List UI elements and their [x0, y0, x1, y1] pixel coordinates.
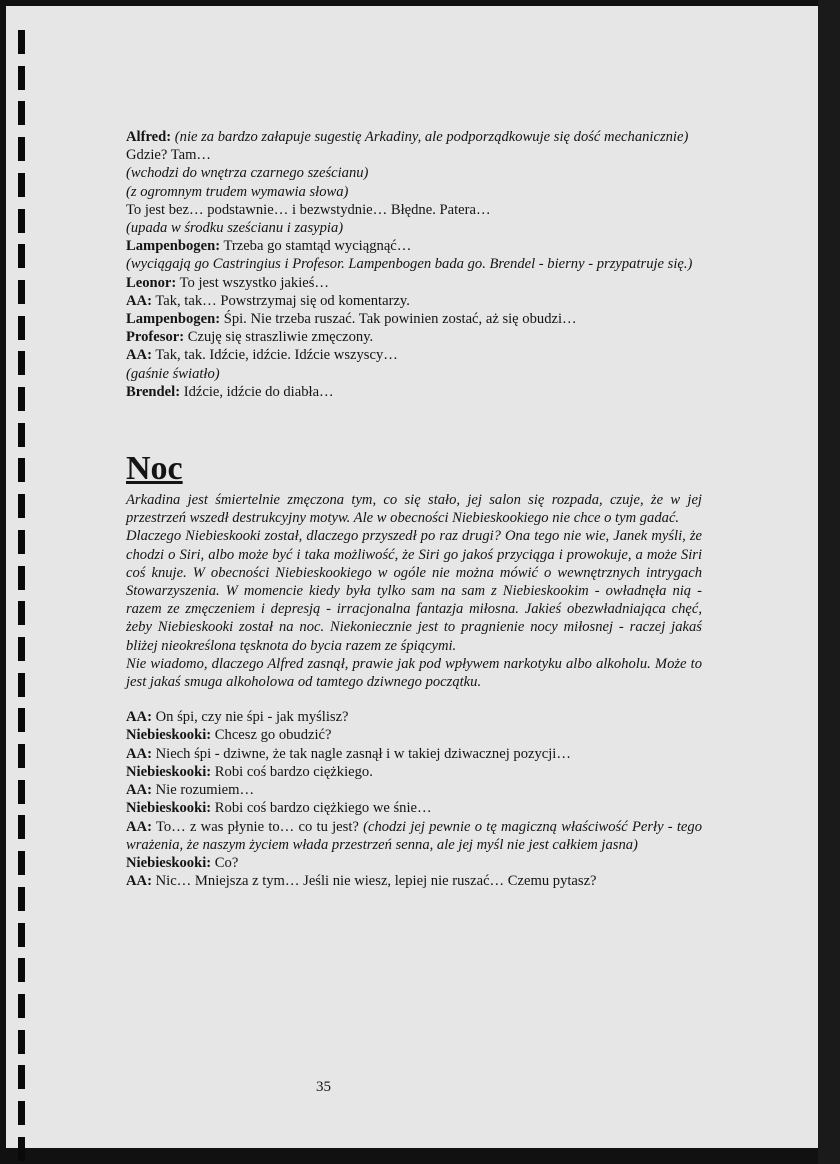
speaker-name: Niebieskooki:	[126, 727, 212, 744]
speaker-name: Niebieskooki:	[126, 800, 212, 817]
line-text: Co?	[214, 854, 239, 871]
binding-hole	[18, 958, 25, 982]
speaker-name: Niebieskooki:	[126, 763, 212, 780]
dialogue-line	[126, 763, 702, 781]
dialogue-line	[126, 310, 702, 328]
dialogue-line	[126, 726, 702, 744]
binding-hole	[18, 458, 25, 482]
dialogue-line	[126, 183, 702, 201]
line-text: Tak, tak… Powstrzymaj się od komentarzy.	[155, 292, 410, 309]
dialogue-line	[126, 146, 702, 164]
dialogue-line	[126, 201, 702, 219]
dialogue-line	[126, 328, 702, 346]
page-body	[126, 128, 702, 890]
speaker-name: AA:	[126, 873, 152, 890]
stage-direction: (wyciągają go Castringius i Profesor. Lampenbogen bada go. Brendel - bierny - przypatruje się.)	[126, 256, 693, 273]
dialogue-line	[126, 799, 702, 817]
speaker-name: AA:	[126, 782, 152, 799]
binding-hole	[18, 316, 25, 340]
speaker-name: Lampenbogen:	[126, 238, 221, 255]
binding-hole	[18, 387, 25, 411]
dialogue-line	[126, 292, 702, 310]
binding-hole	[18, 280, 25, 304]
dialogue-line	[126, 872, 702, 890]
stage-direction: (upada w środku sześcianu i zasypia)	[126, 220, 344, 237]
dialogue-top	[126, 128, 702, 401]
speaker-name: AA:	[126, 818, 152, 835]
line-text: To jest bez… podstawnie… i bezwstydnie… Błędne. Patera…	[126, 201, 491, 218]
speaker-name: Profesor:	[126, 329, 185, 346]
stage-direction: (gaśnie światło)	[126, 365, 220, 382]
binding-hole	[18, 780, 25, 804]
speaker-name: Leonor:	[126, 274, 177, 291]
binding-hole	[18, 815, 25, 839]
dialogue-line	[126, 219, 702, 237]
binding-hole	[18, 601, 25, 625]
speaker-name: Lampenbogen:	[126, 311, 221, 328]
speaker-name: Alfred:	[126, 129, 172, 145]
binding-hole	[18, 887, 25, 911]
binding-hole	[18, 209, 25, 233]
binding-hole	[18, 566, 25, 590]
binding-hole	[18, 744, 25, 768]
line-text: Chcesz go obudzić?	[214, 727, 332, 744]
narrative-paragraph: Arkadina jest śmiertelnie zmęczona tym, co się stało, jej salon się rozpada, czuje, że w jej przestrzeń wszedł destrukcyjny motyw. Ale w obecności Niebieskookiego nie chce o tym gadać.	[126, 492, 702, 527]
line-text: Tak, tak. Idźcie, idźcie. Idźcie wszyscy…	[155, 347, 398, 364]
binding-hole	[18, 137, 25, 161]
binding-hole	[18, 708, 25, 732]
line-text: Idźcie, idźcie do diabła…	[183, 383, 334, 400]
line-text: To jest wszystko jakieś…	[179, 274, 330, 291]
section-title: Noc	[126, 450, 183, 488]
narrative	[126, 491, 702, 691]
binding-hole	[18, 530, 25, 554]
binding-hole	[18, 1065, 25, 1089]
line-text: Niech śpi - dziwne, że tak nagle zasnął i w takiej dziwacznej pozycji…	[155, 745, 571, 762]
dialogue-line	[126, 818, 702, 854]
line-text: Gdzie? Tam…	[126, 147, 212, 164]
binding-hole	[18, 173, 25, 197]
line-text: Robi coś bardzo ciężkiego we śnie…	[214, 800, 432, 817]
dialogue-line	[126, 255, 702, 273]
narrative-paragraph: Dlaczego Niebieskooki został, dlaczego przyszedł po raz drugi? Ona tego nie wie, Janek myśli, że chodzi o Siri, albo może być i taka możliwość, że Siri go jakoś przyciąga i prowokuje, a może Siri coś knuje. W obecności Niebieskookiego w ogóle nie można mówić o wewnętrznych intrygach Stowarzyszenia. W momencie kiedy była tylko sam na sam z Niebieskookim - owładnęła nią - razem ze zmęczeniem i depresją - irracjonalna fantazja miłosna. Jakieś obezwładniająca chęć, żeby Niebieskooki został na noc. Niekoniecznie jest to pragnienie nocy miłosnej - raczej jakaś bliżej nieokreślona tęsknota do bycia razem ze śpiącymi.	[126, 528, 702, 654]
binding-hole	[18, 637, 25, 661]
binding-hole	[18, 351, 25, 375]
binding-hole	[18, 66, 25, 90]
dialogue-line	[126, 346, 702, 364]
binding-hole	[18, 30, 25, 54]
speaker-name: AA:	[126, 745, 152, 762]
speaker-name: AA:	[126, 292, 152, 309]
page-number: 35	[316, 1079, 331, 1095]
binding-hole	[18, 423, 25, 447]
binding-holes	[0, 0, 40, 1164]
binding-hole	[18, 1137, 25, 1161]
line-text: Śpi. Nie trzeba ruszać. Tak powinien zostać, aż się obudzi…	[223, 311, 577, 328]
dialogue-line	[126, 383, 702, 401]
stage-direction: (nie za bardzo załapuje sugestię Arkadiny, ale podporządkowuje się dość mechanicznie)	[174, 129, 689, 145]
page-edge-shadow	[818, 0, 840, 1164]
dialogue-line	[126, 365, 702, 383]
line-text: To… z was płynie to… co tu jest?	[155, 818, 359, 835]
speaker-name: Niebieskooki:	[126, 854, 212, 871]
stage-direction: (z ogromnym trudem wymawia słowa)	[126, 183, 349, 200]
line-text: Czuję się straszliwie zmęczony.	[187, 329, 374, 346]
line-text: Trzeba go stamtąd wyciągnąć…	[223, 238, 412, 255]
stage-direction: (chodzi jej pewnie o tę magiczną właściwość Perły - tego wrażenia, że naszym życiem włada przestrzeń senna, ale jej myśl nie jest całkiem jasna)	[126, 818, 703, 853]
binding-hole	[18, 923, 25, 947]
line-text: Nie rozumiem…	[155, 782, 255, 799]
speaker-name: AA:	[126, 347, 152, 364]
dialogue-bottom	[126, 708, 702, 890]
binding-hole	[18, 101, 25, 125]
dialogue-line	[126, 237, 702, 255]
line-text: On śpi, czy nie śpi - jak myślisz?	[155, 709, 349, 726]
dialogue-line	[126, 781, 702, 799]
binding-hole	[18, 1101, 25, 1125]
narrative-paragraph: Nie wiadomo, dlaczego Alfred zasnął, prawie jak pod wpływem narkotyku albo alkoholu. Może to jest jakaś smuga alkoholowa od tamtego dziwnego początku.	[126, 655, 702, 691]
binding-hole	[18, 494, 25, 518]
dialogue-line	[126, 164, 702, 182]
dialogue-line	[126, 708, 702, 726]
dialogue-line	[126, 128, 702, 146]
dialogue-line	[126, 274, 702, 292]
line-text: Nic… Mniejsza z tym… Jeśli nie wiesz, lepiej nie ruszać… Czemu pytasz?	[155, 873, 597, 890]
speaker-name: AA:	[126, 709, 152, 726]
stage-direction: (wchodzi do wnętrza czarnego sześcianu)	[126, 165, 369, 182]
spacer	[126, 691, 702, 708]
dialogue-line	[126, 745, 702, 763]
binding-hole	[18, 1030, 25, 1054]
speaker-name: Brendel:	[126, 383, 181, 400]
binding-hole	[18, 994, 25, 1018]
binding-hole	[18, 851, 25, 875]
binding-hole	[18, 673, 25, 697]
dialogue-line	[126, 854, 702, 872]
line-text: Robi coś bardzo ciężkiego.	[214, 763, 373, 780]
binding-hole	[18, 244, 25, 268]
